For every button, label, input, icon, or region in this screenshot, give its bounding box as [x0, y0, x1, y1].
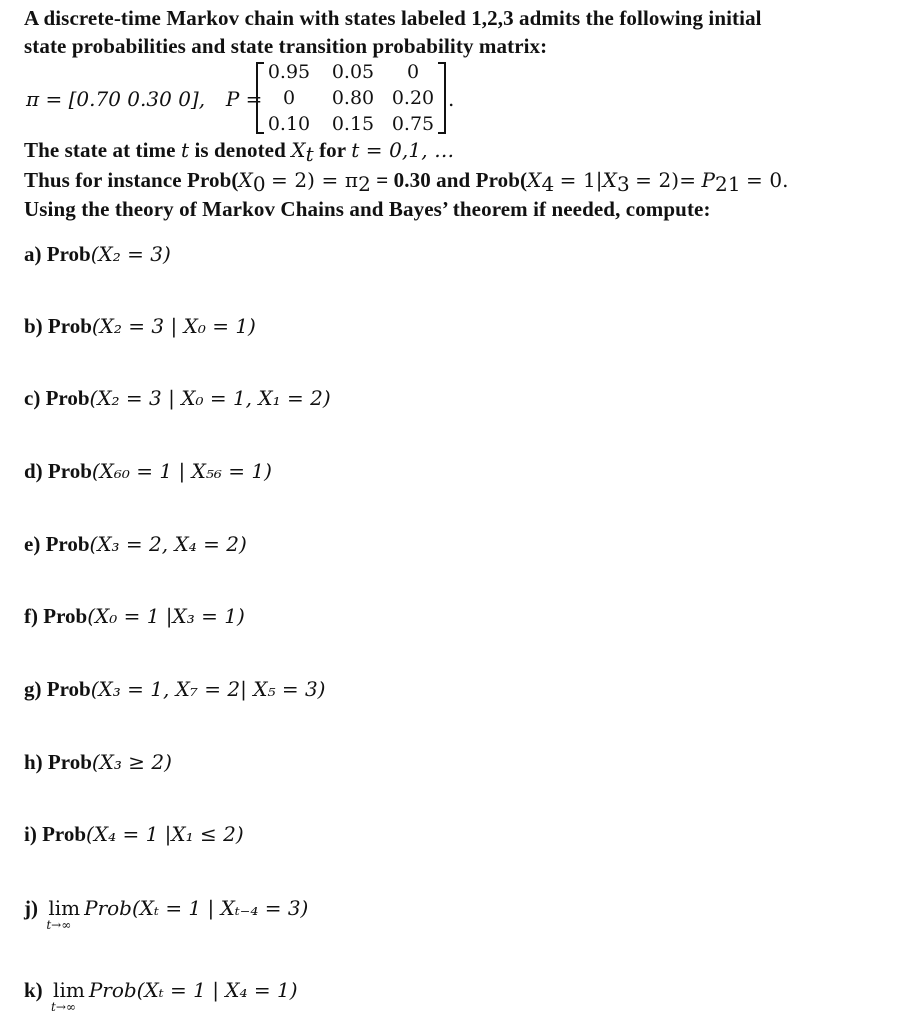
intro-line-4: Thus for instance $Prob(X_0 = 2) = \pi_2 = 0.30$ and $Prob(X_4 = 1|X_3 = 2)= P_{21} = 0$.: [24, 168, 789, 196]
intro-line-5: Using the theory of Markov Chains and Bayes’ theorem if needed, compute:: [24, 197, 711, 221]
matrix-cell: 0.20: [391, 87, 435, 109]
matrix-period: .: [448, 87, 455, 111]
p-label: P =: [225, 87, 263, 111]
limit-operator: lim t→∞: [51, 978, 85, 1014]
question-b: b) Prob(X₂ = 3 | X₀ = 1): [24, 314, 256, 338]
matrix-cell: 0.05: [331, 61, 375, 83]
question-j: j) lim t→∞ Prob(Xₜ = 1 | Xₜ₋₄ = 3): [24, 896, 309, 932]
limit-operator: lim t→∞: [46, 896, 81, 932]
question-d: d) Prob(X₆₀ = 1 | X₅₆ = 1): [24, 459, 272, 483]
matrix-cell: 0.75: [391, 113, 435, 135]
matrix-cell: 0: [282, 87, 296, 109]
question-c: c) Prob(X₂ = 3 | X₀ = 1, X₁ = 2): [24, 386, 331, 410]
pi-vector: π = [0.70 0.30 0],: [26, 87, 206, 111]
matrix-cell: 0.15: [331, 113, 375, 135]
question-k: k) lim t→∞ Prob(Xₜ = 1 | X₄ = 1): [24, 978, 298, 1014]
intro-line-2: state probabilities and state transition probability matrix:: [24, 34, 548, 58]
initial-distribution: [26, 87, 262, 111]
intro-line-1: A discrete-time Markov chain with states labeled 1,2,3 admits the following initial: [24, 6, 762, 30]
matrix-cell: 0: [406, 61, 420, 83]
question-i: i) Prob(X₄ = 1 |X₁ ≤ 2): [24, 822, 244, 846]
matrix-cell: 0.95: [267, 61, 311, 83]
question-g: g) Prob(X₃ = 1, X₇ = 2| X₅ = 3): [24, 677, 326, 701]
matrix-cell: 0.10: [267, 113, 311, 135]
intro-line-3: The state at time t is denoted $X_t$ for t = 0,1, …: [24, 138, 455, 166]
question-f: f) Prob(X₀ = 1 |X₃ = 1): [24, 604, 245, 628]
question-e: e) Prob(X₃ = 2, X₄ = 2): [24, 532, 247, 556]
matrix-cell: 0.80: [331, 87, 375, 109]
question-h: h) Prob(X₃ ≥ 2): [24, 750, 172, 774]
transition-matrix: [256, 60, 446, 138]
question-a: a) Prob(X₂ = 3): [24, 242, 171, 266]
